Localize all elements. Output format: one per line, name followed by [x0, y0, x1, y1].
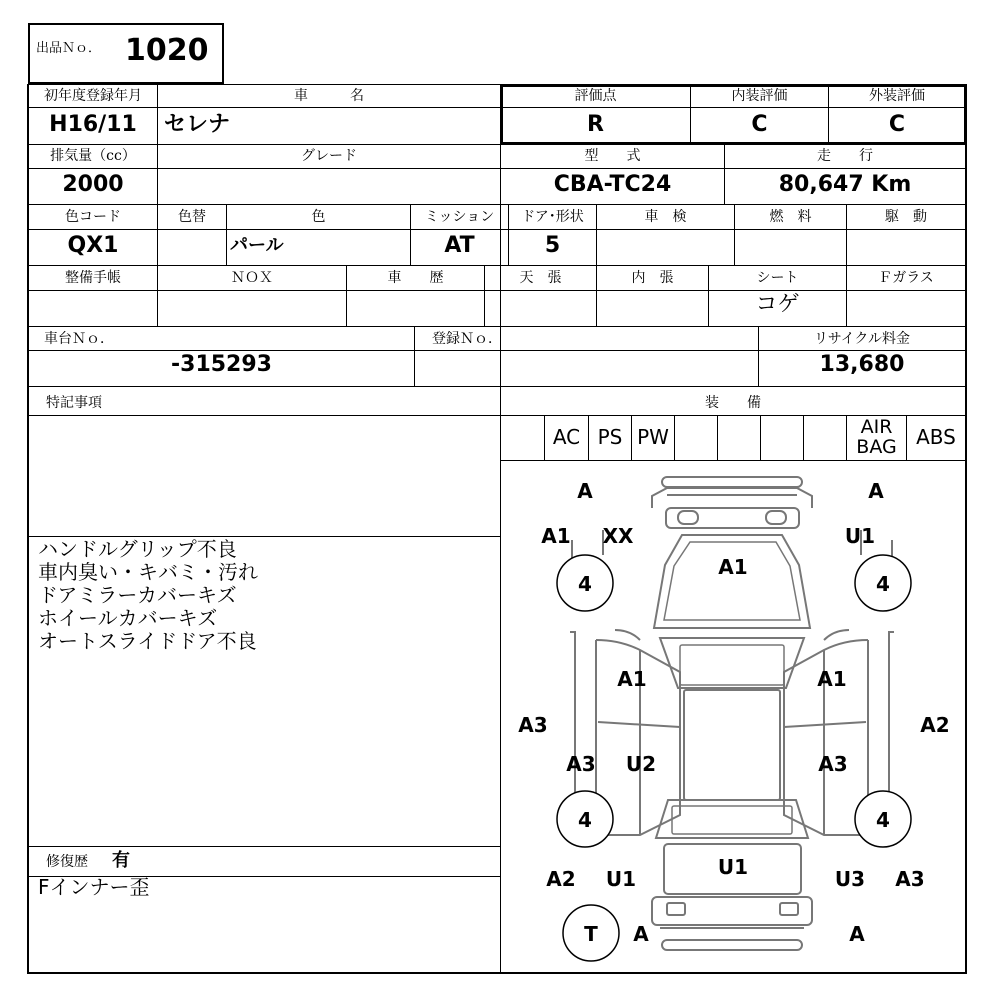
damage-mark: A2 — [546, 867, 576, 891]
equipment-abs: ABS — [916, 425, 956, 449]
grid-line — [27, 326, 967, 327]
damage-mark: A — [849, 922, 865, 946]
note-line: 車内臭い・キバミ・汚れ — [38, 560, 258, 584]
spare-tire-mark: T — [584, 922, 598, 946]
interior-grade-label: 内装評価 — [731, 88, 788, 104]
grade-label: グレード — [301, 148, 357, 164]
damage-mark: U1 — [844, 524, 876, 548]
recycle-value: 13,680 — [819, 352, 905, 377]
equipment-pw: PW — [637, 425, 669, 449]
chassis-value: -315293 — [171, 352, 272, 377]
grid-line — [27, 265, 967, 266]
grid-line — [27, 846, 500, 847]
first-registration-label: 初年度登録年月 — [44, 88, 142, 104]
damage-mark: A1 — [718, 555, 748, 579]
equipment-airbag: AIR BAG — [856, 416, 897, 458]
fuel-label: 燃 料 — [769, 209, 812, 225]
mileage-label: 走 行 — [817, 148, 873, 164]
grid-line — [27, 229, 967, 230]
car-name-value: セレナ — [164, 112, 231, 137]
chassis-label: 車台Ｎｏ． — [44, 331, 114, 347]
car-name-label: 車 名 — [294, 88, 364, 104]
repair-label: 修復歴 — [46, 854, 88, 870]
interior-grade-value: C — [751, 112, 768, 137]
color-value: パール — [230, 235, 284, 256]
damage-mark: A1 — [817, 667, 847, 691]
damage-mark: A1 — [541, 524, 571, 548]
maintenance-label: 整備手帳 — [65, 270, 121, 286]
tire-mark: 4 — [876, 808, 890, 832]
displacement-value: 2000 — [62, 172, 124, 197]
notes-label: 特記事項 — [46, 395, 102, 411]
equipment-ps: PS — [597, 425, 623, 449]
damage-mark: A — [868, 479, 884, 503]
roof-label: 天 張 — [519, 270, 562, 286]
registration-label: 登録Ｎｏ． — [432, 331, 502, 347]
damage-mark: A3 — [566, 752, 596, 776]
grid-line — [27, 386, 967, 387]
damage-mark: A — [577, 479, 593, 503]
grid-line — [500, 107, 967, 108]
grid-line — [27, 168, 967, 169]
damage-mark: A2 — [920, 713, 950, 737]
drive-label: 駆 動 — [885, 209, 927, 225]
damage-mark: A3 — [818, 752, 848, 776]
note-line: オートスライドドア不良 — [38, 629, 257, 653]
displacement-label: 排気量（cc） — [50, 148, 136, 164]
model-label: 型 式 — [584, 148, 641, 164]
damage-mark: U1 — [717, 855, 749, 879]
recycle-label: リサイクル料金 — [813, 331, 911, 347]
damage-mark: A — [633, 922, 649, 946]
exterior-grade-label: 外装評価 — [869, 88, 925, 104]
nox-label: ＮＯＸ — [231, 270, 273, 286]
tire-mark: 4 — [578, 808, 592, 832]
color-code-label: 色コード — [65, 209, 121, 225]
mission-label: ミッション — [424, 209, 495, 225]
color-change-label: 色替 — [178, 209, 206, 225]
damage-mark: U3 — [834, 867, 866, 891]
seat-label: シート — [756, 270, 799, 286]
grid-line — [717, 416, 718, 461]
notes-list — [38, 538, 258, 653]
score-value: R — [587, 112, 604, 137]
note-line: ホイールカバーキズ — [38, 606, 218, 630]
model-value: CBA-TC24 — [553, 172, 672, 197]
exterior-grade-value: C — [888, 112, 906, 137]
first-registration-value: H16/11 — [49, 112, 137, 137]
doors-value: 5 — [544, 233, 561, 258]
damage-mark: A1 — [617, 667, 647, 691]
damage-mark: A3 — [518, 713, 548, 737]
repair-detail: Fインナー歪 — [38, 875, 150, 899]
inspection-label: 車 検 — [644, 209, 687, 225]
score-label: 評価点 — [574, 88, 617, 104]
color-code-value: QX1 — [67, 233, 119, 258]
equipment-label: 装 備 — [705, 395, 761, 411]
interior-trim-label: 内 張 — [631, 270, 674, 286]
mission-value: AT — [444, 233, 475, 258]
grid-line — [27, 107, 500, 108]
grid-line — [760, 416, 761, 461]
repair-value: 有 — [112, 850, 130, 871]
doors-label: ドア･形状 — [521, 209, 584, 225]
glass-label: Ｆガラス — [878, 270, 934, 286]
grid-line — [27, 972, 967, 974]
damage-mark: U1 — [605, 867, 637, 891]
tire-mark: 4 — [578, 572, 592, 596]
tire-mark: 4 — [876, 572, 890, 596]
lot-number: 1020 — [125, 33, 209, 68]
lot-label: 出品Ｎｏ． — [36, 41, 102, 56]
damage-mark: XX — [602, 524, 634, 548]
history-label: 車 歴 — [387, 270, 444, 286]
damage-mark: U2 — [625, 752, 657, 776]
mileage-value: 80,647 Km — [778, 172, 912, 197]
color-label: 色 — [311, 209, 326, 225]
equipment-ac: AC — [552, 425, 581, 449]
grid-line — [414, 326, 415, 387]
note-line: ハンドルグリップ不良 — [38, 537, 237, 561]
note-line: ドアミラーカバーキズ — [38, 583, 237, 607]
grid-line — [803, 416, 804, 461]
grid-line — [674, 416, 675, 461]
damage-mark: A3 — [895, 867, 925, 891]
grid-line — [500, 415, 967, 416]
seat-value: コゲ — [755, 292, 800, 317]
grid-line — [27, 204, 967, 205]
